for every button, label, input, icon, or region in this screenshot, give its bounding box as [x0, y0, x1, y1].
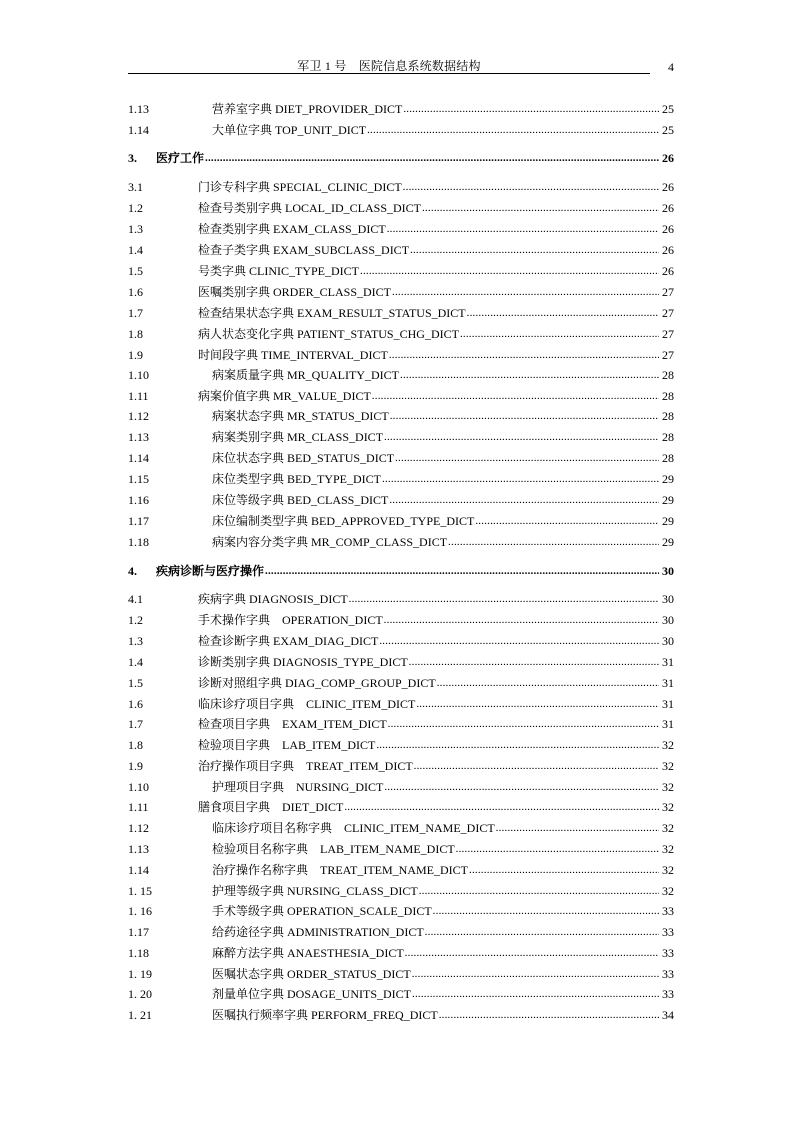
toc-dot-leader — [439, 1007, 659, 1019]
toc-entry-row[interactable] — [128, 882, 674, 900]
toc-entry-title: 时间段字典 TIME_INTERVAL_DICT — [198, 348, 388, 362]
toc-entry-number: 1.14 — [128, 123, 149, 137]
toc-entry-row[interactable] — [128, 512, 674, 530]
toc-dot-leader — [410, 242, 659, 254]
toc-entry-title: 临床诊疗项目名称字典 CLINIC_ITEM_NAME_DICT — [212, 821, 495, 835]
toc-entry-row[interactable] — [128, 736, 674, 754]
toc-entry-row[interactable] — [128, 470, 674, 488]
toc-entry-number: 1.14 — [128, 863, 149, 877]
toc-entry-page: 27 — [662, 306, 674, 320]
toc-dot-leader — [496, 820, 659, 832]
toc-entry-page: 30 — [662, 592, 674, 606]
toc-entry-page: 26 — [662, 222, 674, 236]
toc-entry-row[interactable] — [128, 346, 674, 364]
toc-entry-row[interactable] — [128, 428, 674, 446]
toc-entry-number: 1.17 — [128, 514, 149, 528]
toc-entry-number: 1. 20 — [128, 987, 152, 1001]
toc-entry-number: 1.8 — [128, 327, 143, 341]
toc-entry-title: 检查项目字典 EXAM_ITEM_DICT — [198, 717, 387, 731]
toc-entry-title: 治疗操作项目字典 TREAT_ITEM_DICT — [198, 759, 413, 773]
toc-entry-number: 1.6 — [128, 697, 143, 711]
toc-entry-row[interactable] — [128, 965, 674, 983]
toc-entry-page: 32 — [662, 884, 674, 898]
toc-entry-number: 1.11 — [128, 800, 149, 814]
toc-entry-title: 医嘱状态字典 ORDER_STATUS_DICT — [212, 967, 411, 981]
toc-entry-title: 治疗操作名称字典 TREAT_ITEM_NAME_DICT — [212, 863, 468, 877]
toc-dot-leader — [389, 492, 659, 504]
toc-entry-row[interactable] — [128, 1006, 674, 1024]
toc-section-row[interactable] — [128, 562, 674, 580]
toc-entry-row[interactable] — [128, 449, 674, 467]
toc-entry-number: 1.18 — [128, 946, 149, 960]
toc-dot-leader — [425, 924, 659, 936]
toc-entry-page: 33 — [662, 946, 674, 960]
toc-entry-page: 26 — [662, 243, 674, 257]
toc-dot-leader — [412, 966, 659, 978]
toc-entry-row[interactable] — [128, 861, 674, 879]
toc-entry-number: 1.8 — [128, 738, 143, 752]
toc-entry-title: 疾病字典 DIAGNOSIS_DICT — [198, 592, 348, 606]
toc-dot-leader — [392, 284, 659, 296]
toc-entry-title: 手术等级字典 OPERATION_SCALE_DICT — [212, 904, 432, 918]
toc-entry-title: 床位编制类型字典 BED_APPROVED_TYPE_DICT — [212, 514, 475, 528]
toc-entry-title: 医嘱类别字典 ORDER_CLASS_DICT — [198, 285, 392, 299]
toc-entry-row[interactable] — [128, 491, 674, 509]
toc-entry-row[interactable] — [128, 407, 674, 425]
toc-dot-leader — [405, 945, 659, 957]
toc-dot-leader — [422, 200, 659, 212]
toc-entry-page: 26 — [662, 264, 674, 278]
toc-entry-title: 检查诊断字典 EXAM_DIAG_DICT — [198, 634, 379, 648]
toc-entry-number: 3.1 — [128, 180, 143, 194]
toc-entry-page: 31 — [662, 676, 674, 690]
toc-dot-leader — [395, 450, 659, 462]
toc-entry-row[interactable] — [128, 241, 674, 259]
toc-entry-title: 诊断对照组字典 DIAG_COMP_GROUP_DICT — [198, 676, 436, 690]
toc-dot-leader — [448, 534, 659, 546]
toc-dot-leader — [460, 326, 659, 338]
toc-entry-page: 31 — [662, 655, 674, 669]
toc-dot-leader — [388, 716, 659, 728]
toc-entry-page: 27 — [662, 327, 674, 341]
toc-entry-number: 1.10 — [128, 780, 149, 794]
toc-entry-row[interactable] — [128, 262, 674, 280]
toc-entry-number: 1. 15 — [128, 884, 152, 898]
toc-entry-number: 1.15 — [128, 472, 149, 486]
toc-entry-page: 29 — [662, 514, 674, 528]
toc-entry-page: 31 — [662, 717, 674, 731]
toc-entry-row[interactable] — [128, 178, 674, 196]
toc-entry-page: 32 — [662, 863, 674, 877]
toc-entry-number: 1.5 — [128, 676, 143, 690]
toc-entry-row[interactable] — [128, 715, 674, 733]
toc-entry-title: 手术操作字典 OPERATION_DICT — [198, 613, 383, 627]
toc-entry-row[interactable] — [128, 819, 674, 837]
toc-entry-number: 1.9 — [128, 348, 143, 362]
toc-entry-title: 医疗工作 — [156, 151, 205, 165]
header-title: 军卫 1 号 医院信息系统数据结构 — [297, 59, 481, 73]
toc-entry-page: 28 — [662, 430, 674, 444]
toc-entry-row[interactable] — [128, 632, 674, 650]
toc-dot-leader — [384, 612, 659, 624]
toc-entry-row[interactable] — [128, 304, 674, 322]
toc-entry-title: 检查号类别字典 LOCAL_ID_CLASS_DICT — [198, 201, 422, 215]
toc-entry-page: 26 — [662, 180, 674, 194]
toc-entry-title: 给药途径字典 ADMINISTRATION_DICT — [212, 925, 424, 939]
toc-dot-leader — [467, 305, 659, 317]
header-rule — [128, 73, 650, 74]
toc-dot-leader — [379, 633, 659, 645]
toc-entry-number: 1.3 — [128, 222, 143, 236]
toc-entry-row[interactable] — [128, 220, 674, 238]
toc-dot-leader — [390, 408, 659, 420]
toc-entry-title: 检查子类字典 EXAM_SUBCLASS_DICT — [198, 243, 410, 257]
toc-entry-title: 疾病诊断与医疗操作 — [156, 564, 265, 578]
toc-entry-number: 1.17 — [128, 925, 149, 939]
toc-entry-number: 1.13 — [128, 842, 149, 856]
toc-entry-page: 25 — [662, 123, 674, 137]
toc-entry-page: 32 — [662, 780, 674, 794]
toc-entry-title: 麻醉方法字典 ANAESTHESIA_DICT — [212, 946, 404, 960]
toc-dot-leader — [433, 903, 659, 915]
toc-entry-number: 1.14 — [128, 451, 149, 465]
toc-dot-leader — [400, 367, 659, 379]
header-page-number: 4 — [668, 60, 674, 74]
toc-entry-number: 1.11 — [128, 389, 149, 403]
toc-entry-page: 26 — [662, 201, 674, 215]
toc-entry-row[interactable] — [128, 944, 674, 962]
toc-dot-leader — [414, 758, 659, 770]
toc-entry-page: 28 — [662, 451, 674, 465]
toc-entry-page: 31 — [662, 697, 674, 711]
toc-entry-title: 检验项目名称字典 LAB_ITEM_NAME_DICT — [212, 842, 455, 856]
toc-entry-row[interactable] — [128, 325, 674, 343]
toc-entry-page: 29 — [662, 535, 674, 549]
toc-entry-number: 1.4 — [128, 243, 143, 257]
toc-entry-page: 25 — [662, 102, 674, 116]
toc-entry-title: 护理项目字典 NURSING_DICT — [212, 780, 384, 794]
toc-entry-title: 门诊专科字典 SPECIAL_CLINIC_DICT — [198, 180, 402, 194]
toc-dot-leader — [412, 986, 659, 998]
toc-dot-leader — [265, 563, 659, 575]
toc-entry-page: 32 — [662, 800, 674, 814]
toc-dot-leader — [409, 654, 659, 666]
toc-entry-row[interactable] — [128, 695, 674, 713]
page-header — [128, 48, 674, 76]
toc-entry-title: 检查结果状态字典 EXAM_RESULT_STATUS_DICT — [198, 306, 466, 320]
toc-entry-title: 检查类别字典 EXAM_CLASS_DICT — [198, 222, 386, 236]
toc-entry-title: 病案内容分类字典 MR_COMP_CLASS_DICT — [212, 535, 448, 549]
toc-dot-leader — [437, 675, 659, 687]
toc-entry-number: 3. — [128, 151, 137, 165]
toc-entry-page: 28 — [662, 389, 674, 403]
toc-entry-row[interactable] — [128, 653, 674, 671]
toc-entry-title: 剂量单位字典 DOSAGE_UNITS_DICT — [212, 987, 411, 1001]
toc-dot-leader — [469, 862, 659, 874]
toc-entry-row[interactable] — [128, 798, 674, 816]
toc-entry-number: 1. 21 — [128, 1008, 152, 1022]
toc-entry-number: 1.10 — [128, 368, 149, 382]
toc-entry-page: 32 — [662, 738, 674, 752]
toc-entry-title: 诊断类别字典 DIAGNOSIS_TYPE_DICT — [198, 655, 408, 669]
toc-dot-leader — [376, 737, 659, 749]
toc-entry-title: 号类字典 CLINIC_TYPE_DICT — [198, 264, 359, 278]
toc-section-row[interactable] — [128, 149, 674, 167]
toc-dot-leader — [360, 263, 659, 275]
toc-entry-title: 病案价值字典 MR_VALUE_DICT — [198, 389, 371, 403]
toc-entry-page: 26 — [662, 151, 674, 165]
toc-entry-row[interactable] — [128, 902, 674, 920]
toc-entry-title: 临床诊疗项目字典 CLINIC_ITEM_DICT — [198, 697, 416, 711]
toc-entry-number: 1.4 — [128, 655, 143, 669]
toc-dot-leader — [416, 696, 659, 708]
toc-entry-row[interactable] — [128, 366, 674, 384]
toc-entry-number: 1.16 — [128, 493, 149, 507]
toc-entry-title: 护理等级字典 NURSING_CLASS_DICT — [212, 884, 418, 898]
toc-entry-row[interactable] — [128, 923, 674, 941]
toc-entry-page: 27 — [662, 285, 674, 299]
toc-entry-page: 27 — [662, 348, 674, 362]
toc-entry-page: 32 — [662, 842, 674, 856]
toc-entry-title: 床位类型字典 BED_TYPE_DICT — [212, 472, 381, 486]
toc-entry-page: 30 — [662, 564, 674, 578]
toc-entry-title: 营养室字典 DIET_PROVIDER_DICT — [212, 102, 403, 116]
toc-entry-number: 1.12 — [128, 821, 149, 835]
toc-entry-number: 4.1 — [128, 592, 143, 606]
toc-dot-leader — [367, 122, 659, 134]
toc-dot-leader — [387, 221, 659, 233]
toc-entry-title: 膳食项目字典 DIET_DICT — [198, 800, 344, 814]
toc-entry-page: 33 — [662, 967, 674, 981]
toc-dot-leader — [344, 799, 659, 811]
toc-entry-number: 1.13 — [128, 102, 149, 116]
toc-dot-leader — [372, 388, 659, 400]
toc-entry-row[interactable] — [128, 778, 674, 796]
toc-entry-number: 1. 19 — [128, 967, 152, 981]
toc-entry-row[interactable] — [128, 533, 674, 551]
toc-entry-row[interactable] — [128, 590, 674, 608]
toc-entry-number: 1.3 — [128, 634, 143, 648]
toc-entry-number: 1.2 — [128, 613, 143, 627]
toc-entry-number: 1.6 — [128, 285, 143, 299]
toc-entry-page: 30 — [662, 613, 674, 627]
toc-entry-number: 1. 16 — [128, 904, 152, 918]
toc-entry-title: 大单位字典 TOP_UNIT_DICT — [212, 123, 367, 137]
toc-entry-row[interactable] — [128, 611, 674, 629]
toc-entry-page: 32 — [662, 821, 674, 835]
toc-entry-page: 29 — [662, 472, 674, 486]
toc-dot-leader — [382, 471, 659, 483]
toc-entry-page: 30 — [662, 634, 674, 648]
toc-entry-number: 1.13 — [128, 430, 149, 444]
toc-entry-page: 33 — [662, 925, 674, 939]
toc-entry-page: 33 — [662, 987, 674, 1001]
toc-entry-row[interactable] — [128, 674, 674, 692]
toc-dot-leader — [456, 841, 659, 853]
toc-entry-page: 33 — [662, 904, 674, 918]
toc-entry-title: 检验项目字典 LAB_ITEM_DICT — [198, 738, 376, 752]
toc-entry-title: 病案状态字典 MR_STATUS_DICT — [212, 409, 389, 423]
toc-entry-row[interactable] — [128, 283, 674, 301]
toc-entry-row[interactable] — [128, 121, 674, 139]
toc-dot-leader — [384, 429, 659, 441]
toc-entry-title: 床位状态字典 BED_STATUS_DICT — [212, 451, 395, 465]
toc-entry-title: 病案质量字典 MR_QUALITY_DICT — [212, 368, 399, 382]
toc-entry-number: 4. — [128, 564, 137, 578]
toc-entry-number: 1.5 — [128, 264, 143, 278]
toc-entry-page: 32 — [662, 759, 674, 773]
toc-entry-number: 1.9 — [128, 759, 143, 773]
toc-entry-number: 1.7 — [128, 717, 143, 731]
toc-dot-leader — [349, 591, 659, 603]
toc-dot-leader — [403, 101, 659, 113]
toc-entry-title: 医嘱执行频率字典 PERFORM_FREQ_DICT — [212, 1008, 438, 1022]
toc-dot-leader — [403, 179, 659, 191]
toc-entry-row[interactable] — [128, 985, 674, 1003]
toc-entry-page: 34 — [662, 1008, 674, 1022]
toc-entry-title: 病人状态变化字典 PATIENT_STATUS_CHG_DICT — [198, 327, 459, 341]
toc-entry-number: 1.12 — [128, 409, 149, 423]
toc-entry-number: 1.7 — [128, 306, 143, 320]
toc-entry-row[interactable] — [128, 387, 674, 405]
toc-entry-row[interactable] — [128, 757, 674, 775]
toc-dot-leader — [475, 513, 659, 525]
toc-entry-page: 28 — [662, 409, 674, 423]
toc-entry-row[interactable] — [128, 840, 674, 858]
toc-dot-leader — [384, 779, 659, 791]
toc-entry-title: 病案类别字典 MR_CLASS_DICT — [212, 430, 384, 444]
toc-entry-row[interactable] — [128, 100, 674, 118]
toc-entry-page: 29 — [662, 493, 674, 507]
toc-dot-leader — [419, 883, 659, 895]
toc-entry-number: 1.2 — [128, 201, 143, 215]
toc-entry-number: 1.18 — [128, 535, 149, 549]
toc-entry-row[interactable] — [128, 199, 674, 217]
toc-dot-leader — [389, 347, 659, 359]
toc-entry-title: 床位等级字典 BED_CLASS_DICT — [212, 493, 389, 507]
toc-dot-leader — [205, 150, 659, 162]
toc-entry-page: 28 — [662, 368, 674, 382]
